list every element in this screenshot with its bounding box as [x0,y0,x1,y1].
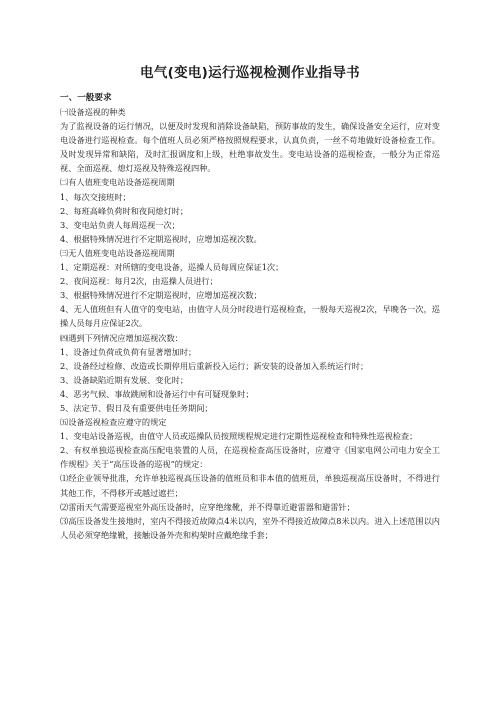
subsection-heading: ㈣遇到下列情况应增加巡视次数： [60,332,183,343]
paragraph: 为了监视设备的运行情况，以便及时发现和消除设备缺陷，预防事故的发生，确保设备安全运行，应对变电设备进行巡视检查。每个值班人员必须严格按照规程要求，认真负责，一丝不苟地做好设备检查工作。及时发现异常和缺陷，及时汇报调度和上级，杜绝事故发生。变电站设备的巡视检查，一般分为正常巡视、全面巡视、熄灯巡视及特殊巡视四种。 [60,121,440,174]
list-item: 4、根据特殊情况进行不定期巡视时，应增加巡视次数。 [60,233,262,244]
list-item: 1、设备过负荷或负荷有显著增加时； [60,346,197,357]
list-item: ⑴经企业领导批准，允许单独巡视高压设备的值班员和非本值的值班员，单独巡视高压设备时，不得进行其他工作，不得移开或越过遮拦； [60,473,440,498]
list-item: ⑶高压设备发生接地时，室内不得接近故障点4米以内，室外不得接近故障点8米以内。进入上述范围以内人员必须穿绝缘靴，接触设备外壳和构架时应戴绝缘手套； [60,515,440,540]
subsection-heading: ㈢无人值班变电站设备巡视周期 [60,247,175,258]
list-item: 2、夜间巡视：每月2次，由巡操人员进行； [60,276,218,287]
list-item: 1、每次交接班时； [60,191,131,202]
section-heading: 一、一般要求 [60,93,112,103]
subsection-heading: ㈠设备巡视的种类 [60,107,126,117]
list-item: 3、变电站负责人每周巡视一次； [60,219,180,230]
list-item: 1、定期巡视：对所辖的变电设备，巡操人员每周应保证1次； [60,262,284,273]
list-item: 2、设备经过检修、改造或长期停用后重新投入运行；新安装的设备加入系统运行时； [60,360,369,371]
document-title: 电气(变电)运行巡视检测作业指导书 [140,65,360,81]
list-item: 4、无人值班但有人值守的变电站，由值守人员分时段进行巡视检查，一般每天巡视2次，早晚各一次，巡操人员每月应保证2次。 [60,304,440,329]
list-item: 3、设备缺陷近期有发展、变化时； [60,374,189,385]
list-item: 3、根据特殊情况进行不定期巡视时，应增加巡视次数； [60,290,262,301]
subsection-heading: ㈡有人值班变电站设备巡视周期 [60,177,175,188]
list-item: 2、每班高峰负荷时和夜间熄灯时； [60,205,189,216]
subsection-heading: ㈤设备巡视检查应遵守的规定 [60,417,167,428]
list-item: ⑵雷雨天气需要巡视室外高压设备时，应穿绝缘靴，并不得靠近避雷器和避雷针； [60,501,355,512]
list-item: 1、变电站设备巡视，由值守人员或巡操队员按照规程规定进行定期性巡视检查和特殊性巡视检查； [60,431,418,442]
list-item: 2、有权单独巡视检查高压配电装置的人员，在巡视检查高压设备时，应遵守《国家电网公司电力安全工作规程》关于“高压设备的巡视”的规定： [60,445,440,470]
list-item: 5、法定节、假日及有重要供电任务期间； [60,402,213,413]
list-item: 4、恶劣气候、事故跳闸和设备运行中有可疑现象时； [60,388,254,399]
